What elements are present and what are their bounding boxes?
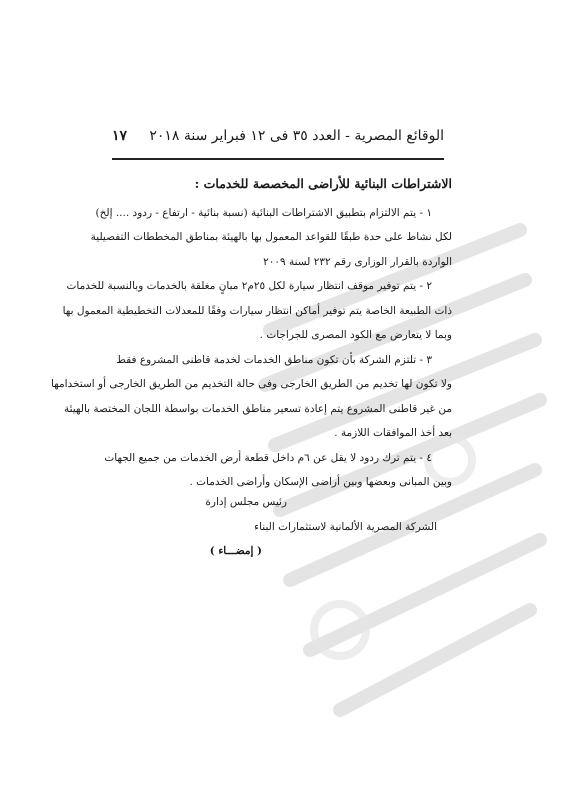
page-header (112, 128, 444, 150)
clause-line: وبين المبانى وبعضها وبين أراضى الإسكان وأراضى الخدمات . (189, 476, 452, 488)
signature-block (112, 490, 452, 564)
clause-line: ٤ - يتم ترك ردود لا يقل عن ٦م داخل قطعة أرض الخدمات من جميع الجهات (104, 451, 432, 464)
clause-line: ١ - يتم الالتزام بتطبيق الاشتراطات البنائية (نسبة بنائية - ارتفاع - ردود .... إلخ) (95, 206, 432, 219)
clause-line: ٣ - تلتزم الشركة بأن تكون مناطق الخدمات لخدمة قاطنى المشروع فقط (116, 353, 432, 366)
company-name: الشركة المصرية الألمانية لاستثمارات البناء (254, 520, 437, 533)
clause-line: بعد أخذ الموافقات اللازمة . (334, 427, 452, 439)
gazette-title: الوقائع المصرية - العدد ٣٥ فى ١٢ فبراير سنة ٢٠١٨ (149, 128, 444, 144)
clause-line: وبما لا يتعارض مع الكود المصرى للجراجات . (259, 329, 452, 341)
clause-1 (90, 201, 452, 275)
header-rule (112, 158, 444, 160)
page-number: ١٧ (112, 128, 128, 144)
clause-line: ٢ - يتم توفير موقف انتظار سيارة لكل ٢٥م٢ مبانٍ مغلقة بالخدمات وبالنسبة للخدمات (66, 280, 432, 292)
clause-4 (104, 446, 452, 495)
clause-line: ولا تكون لها تخديم من الطريق الخارجى وفى حالة التخديم من الطريق الخارجى أو استخدامها (50, 378, 452, 390)
signatory-title: رئيس مجلس إدارة (205, 496, 287, 508)
document-body (50, 172, 452, 495)
section-heading: الاشتراطات البنائية للأراضى المخصصة للخدمات : (194, 176, 452, 191)
signature-mark: ( إمضـــاء ) (209, 545, 262, 557)
clause-line: لكل نشاط على حدة طبقًا للقواعد المعمول بها بالهيئة بمناطق المخططات التفصيلية (90, 231, 452, 243)
clause-line: ذات الطبيعة الخاصة يتم توفير أماكن انتظار سيارات وفقًا للمعدلات التخطيطية المعمول بها (62, 304, 452, 317)
clause-line: الواردة بالقرار الوزارى رقم ٢٣٢ لسنة ٢٠٠٩ (263, 255, 452, 268)
clause-line: من غير قاطنى المشروع يتم إعادة تسعير مناطق الخدمات بواسطة اللجان المختصة بالهيئة (63, 402, 452, 415)
clause-2 (62, 274, 452, 348)
clause-3 (50, 348, 452, 446)
